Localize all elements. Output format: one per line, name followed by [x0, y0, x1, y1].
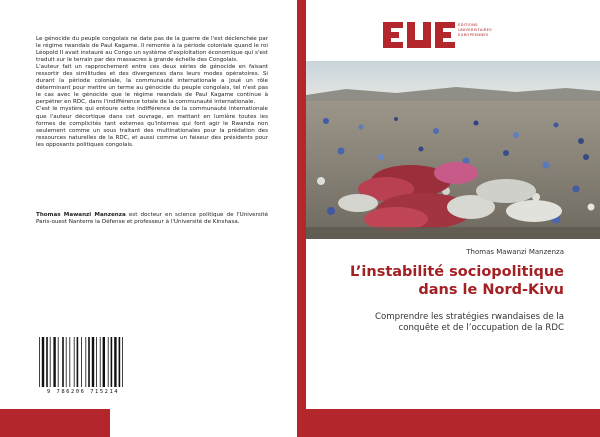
isbn-digits: 9 786206 715214	[46, 389, 120, 395]
back-cover-red-band	[0, 409, 110, 437]
author-bio	[36, 212, 268, 226]
book-title-line-2: dans le Nord-Kivu	[418, 281, 564, 298]
back-cover-blurb	[36, 36, 268, 149]
book-subtitle	[306, 312, 564, 333]
publisher-name	[458, 22, 538, 37]
blurb-paragraph-2: L'auteur fait un rapprochement entre ces deux séries de génocide en faisant ressortir des similitudes et des divergences dans leurs modes opératoires. Si durant la période coloniale, la communauté internationale a joué un rôle déterminant pour mettre un terme au génocide du peuple congolais, tel n'est pas le cas avec le génocide que le régime rwandais de Paul Kagame continue à perpétrer en RDC, dans l'indifférence totale de la communauté internationale.	[36, 64, 268, 106]
cover-photo-image	[306, 61, 600, 239]
author-bio-text: est docteur en science politique de l'Université Paris-ouest Nanterre la Défense et professeur à l'Université de Kinshasa.	[36, 212, 269, 226]
book-title-line-1: L’instabilité sociopolitique	[350, 264, 564, 280]
blurb-paragraph-1: Le génocide du peuple congolais ne date pas de la guerre de l'est déclenchée par le régime rwandais de Paul Kagame. Il remonte à la période coloniale quand le roi Léopold II avait instauré au Congo un système d'exploitation économique qui s'est traduit sur le terrain par des massacres à grande échelle des Congolais.	[36, 36, 268, 64]
book-subtitle-line-1: Comprendre les stratégies rwandaises de la	[375, 312, 564, 322]
author-bio-name: Thomas Mawanzi Manzenza	[36, 212, 126, 218]
front-cover-red-band	[306, 409, 600, 437]
barcode-bars	[37, 337, 129, 389]
publisher-line-3: EUROPÉENNES	[458, 32, 489, 37]
publisher-line-2: UNIVERSITAIRES	[458, 27, 492, 32]
book-subtitle-line-2: conquête et de l’occupation de la RDC	[398, 322, 564, 333]
cover-photo	[306, 61, 600, 239]
publisher-line-1: ÉDITIONS	[458, 22, 478, 27]
blurb-paragraph-3: C'est le mystère qui entoure cette indifférence de la communauté internationale que l'auteur décortique dans cet ouvrage, en mettant en lumière toutes les formes de complicités tant externes qu'internes qui font agir le Rwanda non seulement comme un sous traitant des multinationales pour la prédation des ressources naturelles de la RDC, et aussi comme un faiseur des présidents pour les opposants politiques congolais.	[36, 106, 268, 148]
book-spine	[297, 0, 306, 437]
book-title	[306, 264, 564, 299]
cover-author: Thomas Mawanzi Manzenza	[466, 248, 564, 256]
